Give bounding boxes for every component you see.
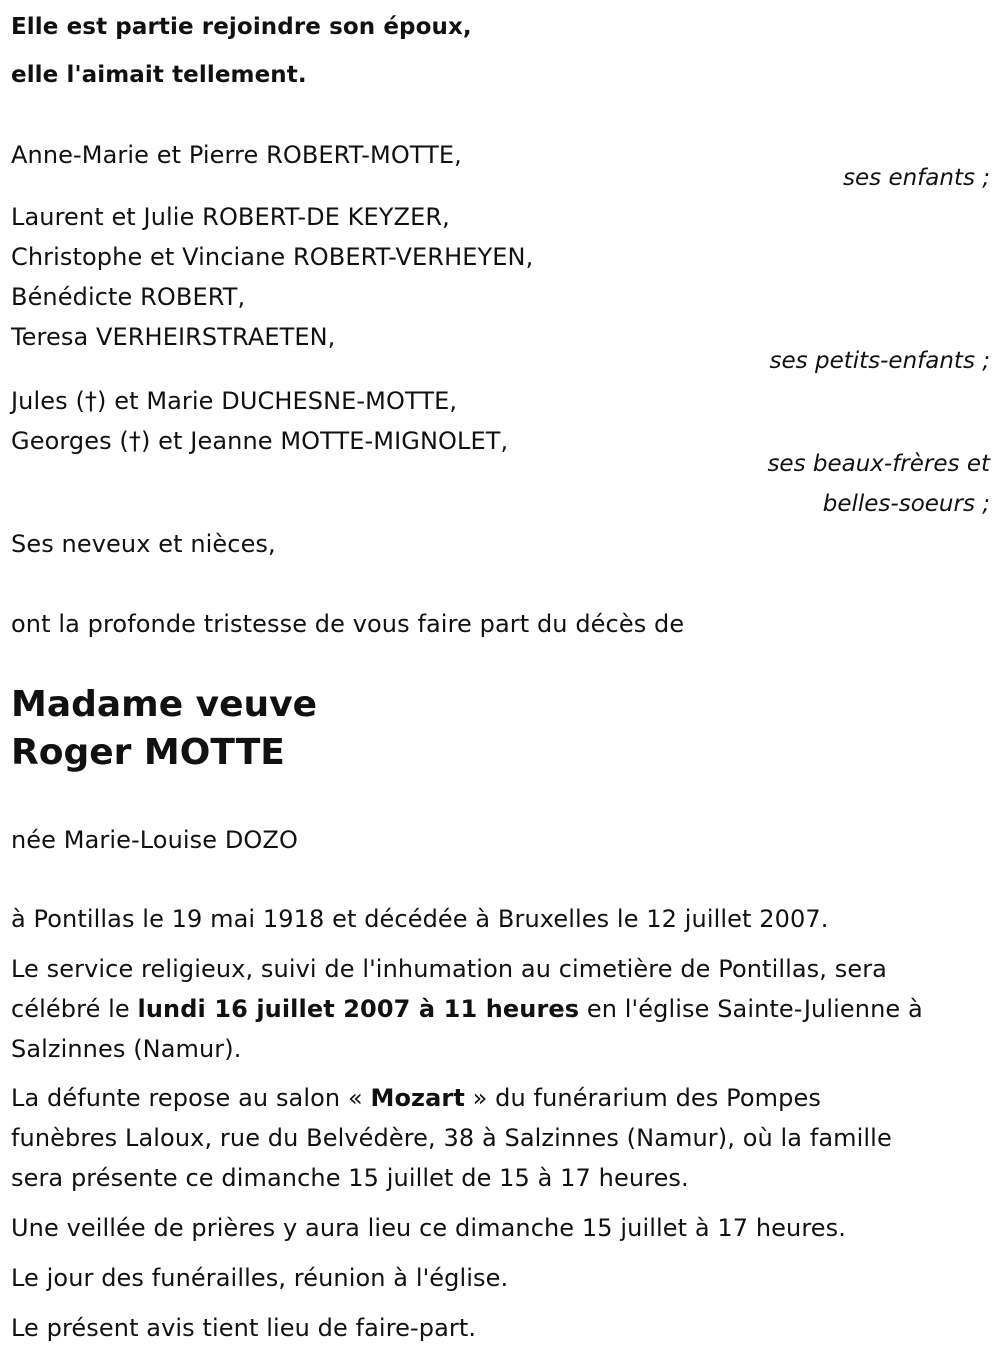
service-line-1: Le service religieux, suivi de l'inhumation au cimetière de Pontillas, sera <box>11 955 887 983</box>
deceased-title-line-2: Roger MOTTE <box>11 732 285 773</box>
service-date-time: lundi 16 juillet 2007 à 11 heures <box>137 995 580 1023</box>
repose-line-1-post: » du funérarium des Pompes <box>464 1084 821 1112</box>
meeting-text: Le jour des funérailles, réunion à l'église. <box>11 1264 509 1292</box>
repose-line-2: funèbres Laloux, rue du Belvédère, 38 à Salzinnes (Namur), où la famille <box>11 1124 892 1152</box>
repose-line-1-pre: La défunte repose au salon « <box>11 1084 371 1112</box>
epigraph-line-2: elle l'aimait tellement. <box>11 62 307 88</box>
vigil-text: Une veillée de prières y aura lieu ce dimanche 15 juillet à 17 heures. <box>11 1214 846 1242</box>
family-children-name: Anne-Marie et Pierre ROBERT-MOTTE, <box>11 141 462 169</box>
family-grandchild-name: Laurent et Julie ROBERT-DE KEYZER, <box>11 203 450 231</box>
family-grandchildren-role: ses petits-enfants ; <box>769 348 990 374</box>
birth-death-text: à Pontillas le 19 mai 1918 et décédée à Bruxelles le 12 juillet 2007. <box>11 905 829 933</box>
service-line-3: Salzinnes (Namur). <box>11 1035 242 1063</box>
announcement-text: ont la profonde tristesse de vous faire part du décès de <box>11 610 685 638</box>
family-children-role: ses enfants ; <box>843 165 990 191</box>
epigraph-line-1: Elle est partie rejoindre son époux, <box>11 14 472 40</box>
repose-line-1 <box>11 1083 821 1113</box>
family-in-law-name: Jules (†) et Marie DUCHESNE-MOTTE, <box>11 387 458 415</box>
family-in-laws-role-line-2: belles-soeurs ; <box>822 491 990 517</box>
family-grandchild-name: Christophe et Vinciane ROBERT-VERHEYEN, <box>11 243 534 271</box>
service-line-2-pre: célébré le <box>11 995 138 1023</box>
notice-text: Le présent avis tient lieu de faire-part. <box>11 1314 477 1342</box>
service-line-2 <box>11 994 923 1024</box>
family-grandchild-name: Bénédicte ROBERT, <box>11 283 246 311</box>
family-in-laws-role-line-1: ses beaux-frères et <box>767 451 990 477</box>
family-grandchild-name: Teresa VERHEIRSTRAETEN, <box>11 323 336 351</box>
salon-name: Mozart <box>370 1084 465 1112</box>
repose-line-3: sera présente ce dimanche 15 juillet de 15 à 17 heures. <box>11 1164 689 1192</box>
service-line-2-post: en l'église Sainte-Julienne à <box>579 995 923 1023</box>
deceased-title-line-1: Madame veuve <box>11 684 318 725</box>
family-in-law-name: Georges (†) et Jeanne MOTTE-MIGNOLET, <box>11 427 509 455</box>
deceased-maiden-name: née Marie-Louise DOZO <box>11 826 298 854</box>
family-nephews: Ses neveux et nièces, <box>11 530 276 558</box>
